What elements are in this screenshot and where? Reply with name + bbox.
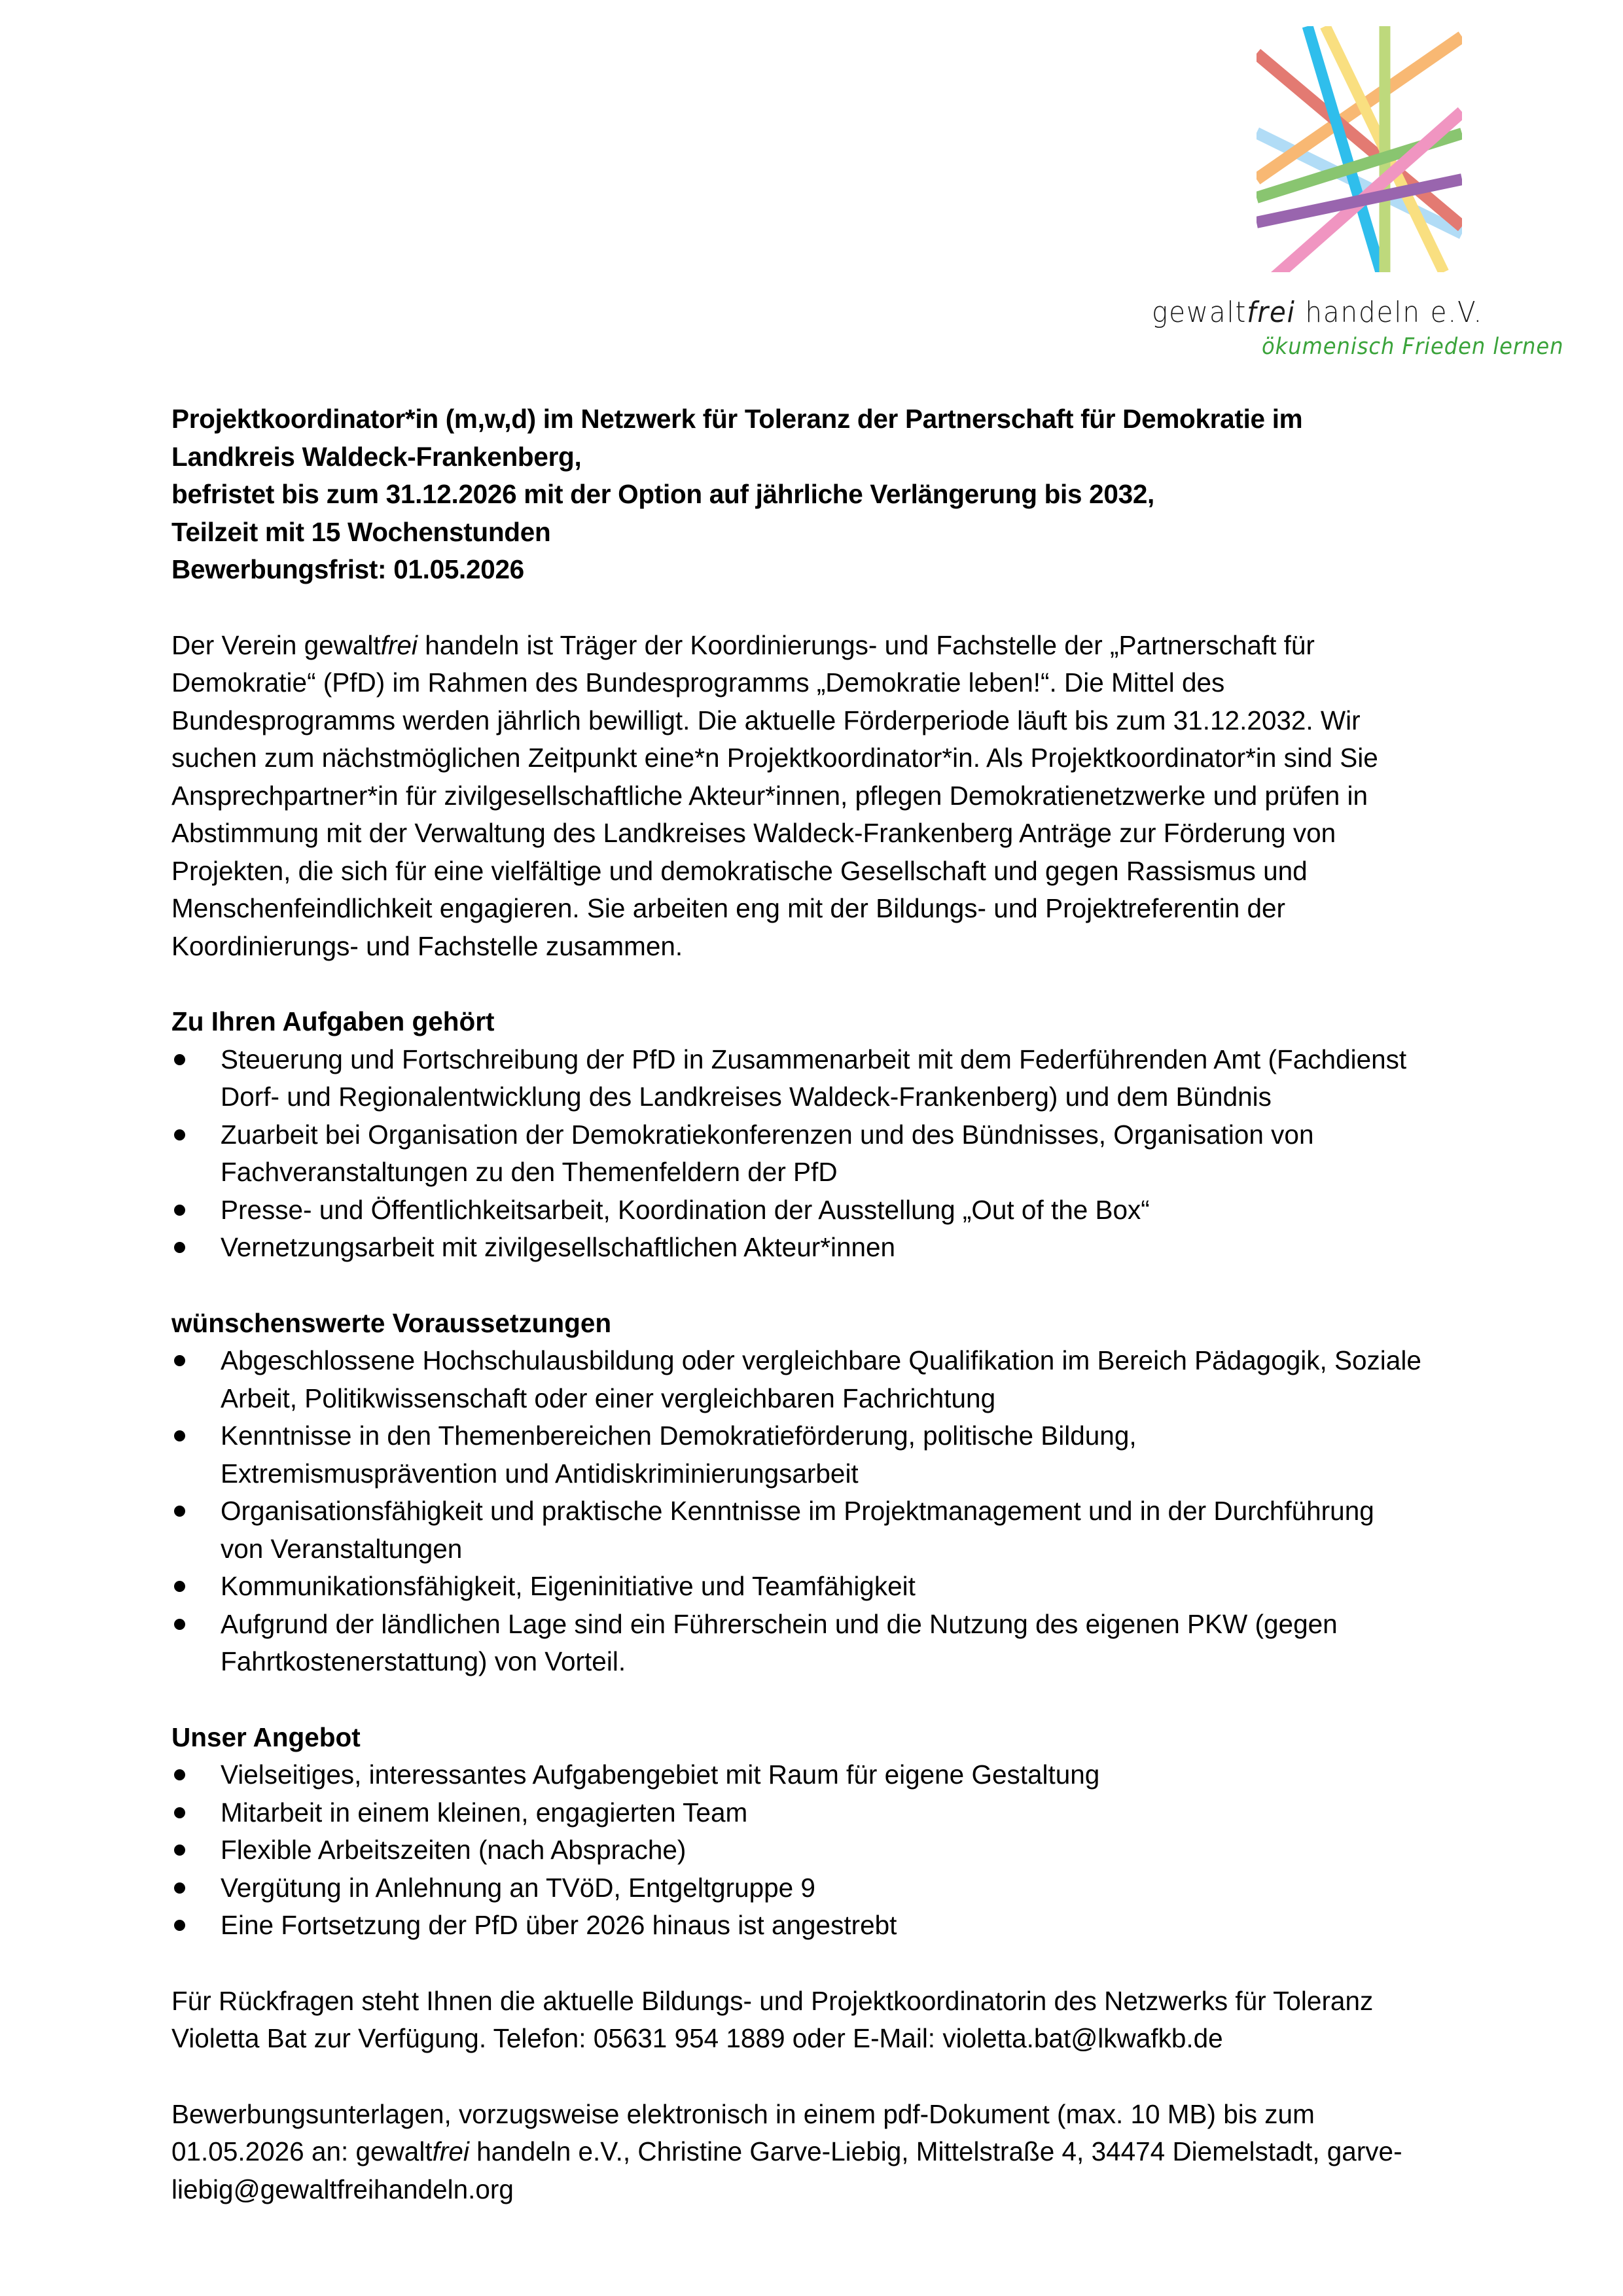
list-item — [171, 1831, 1480, 1869]
document-body — [171, 400, 1480, 2208]
list-item — [171, 1756, 1480, 1794]
bullet-icon — [174, 1506, 185, 1517]
bullet-icon — [174, 1581, 185, 1592]
org-name-italic: frei — [1247, 296, 1296, 329]
intro-paragraph — [171, 627, 1480, 966]
list-item — [171, 1229, 1480, 1267]
application-text: handeln e.V., Christine Garve-Liebig, Mittelstraße 4, 34474 Diemelstadt, garve- — [469, 2136, 1402, 2166]
list-item — [171, 1041, 1480, 1116]
contact-line: Für Rückfragen steht Ihnen die aktuelle Bildungs- und Projektkoordinatorin des Netzwerks für Toleranz — [171, 1985, 1374, 2016]
intro-line: Bundesprogramms werden jährlich bewilligt. Die aktuelle Förderperiode läuft bis zum 31.12.2032. Wir — [171, 705, 1361, 735]
org-name-prefix: gewalt — [1152, 296, 1247, 329]
list-item — [171, 1342, 1480, 1417]
application-line: Bewerbungsunterlagen, vorzugsweise elektronisch in einem pdf-Dokument (max. 10 MB) bis zum — [171, 2098, 1315, 2129]
bullet-icon — [174, 1129, 185, 1140]
intro-line: Abstimmung mit der Verwaltung des Landkreises Waldeck-Frankenberg Anträge zur Förderung von — [171, 818, 1336, 848]
title-line: Projektkoordinator*in (m,w,d) im Netzwerk für Toleranz der Partnerschaft für Demokratie im — [171, 404, 1303, 434]
bullet-list — [171, 1342, 1480, 1681]
application-paragraph — [171, 2096, 1480, 2209]
sections-container — [171, 1003, 1480, 1945]
list-item-text: Vielseitiges, interessantes Aufgabengebiet mit Raum für eigene Gestaltung — [221, 1759, 1100, 1790]
intro-text: handeln ist Träger der Koordinierungs- und Fachstelle der „Partnerschaft für — [417, 629, 1315, 660]
application-email: liebig@gewaltfreihandeln.org — [171, 2174, 514, 2204]
bullet-list — [171, 1041, 1480, 1267]
list-item-text: Kommunikationsfähigkeit, Eigeninitiative und Teamfähigkeit — [221, 1571, 916, 1601]
logo-stripes-graphic — [1257, 26, 1462, 272]
bullet-icon — [174, 1769, 185, 1780]
bullet-icon — [174, 1882, 185, 1894]
section-heading: Unser Angebot — [171, 1722, 361, 1752]
list-item-text: Organisationsfähigkeit und praktische Kenntnisse im Projektmanagement und in der Durchführung — [221, 1496, 1374, 1526]
application-italic: frei — [432, 2136, 469, 2166]
list-item-text: Kenntnisse in den Themenbereichen Demokratieförderung, politische Bildung, — [221, 1421, 1137, 1451]
list-item-text: Abgeschlossene Hochschulausbildung oder vergleichbare Qualifikation im Bereich Pädagogik, Soziale — [221, 1345, 1421, 1375]
list-item — [171, 1417, 1480, 1492]
contact-paragraph — [171, 1983, 1480, 2058]
intro-line: suchen zum nächstmöglichen Zeitpunkt eine*n Projektkoordinator*in. Als Projektkoordinator*in sind Sie — [171, 743, 1378, 773]
list-item — [171, 1116, 1480, 1192]
bullet-icon — [174, 1205, 185, 1216]
organization-tagline: ökumenisch Frieden lernen — [1262, 334, 1564, 360]
organization-name — [1152, 296, 1537, 329]
list-item — [171, 1192, 1480, 1229]
application-deadline: Bewerbungsfrist: 01.05.2026 — [171, 554, 524, 584]
application-text: 01.05.2026 an: gewalt — [171, 2136, 433, 2166]
list-item-text: Aufgrund der ländlichen Lage sind ein Führerschein und die Nutzung des eigenen PKW (gegen — [221, 1608, 1338, 1639]
contact-line: Violetta Bat zur Verfügung. Telefon: 05631 954 1889 oder E-Mail: violetta.bat@lkwafkb.de — [171, 2023, 1223, 2053]
intro-line: Koordinierungs- und Fachstelle zusammen. — [171, 930, 683, 961]
logo-stripes-svg — [1257, 26, 1462, 272]
section-heading: Zu Ihren Aufgaben gehört — [171, 1006, 495, 1036]
list-item-text: Flexible Arbeitszeiten (nach Absprache) — [221, 1835, 687, 1865]
title-line: Landkreis Waldeck-Frankenberg, — [171, 441, 582, 472]
list-item — [171, 1492, 1480, 1568]
list-item — [171, 1794, 1480, 1832]
list-item-text: Fachveranstaltungen zu den Themenfeldern der PfD — [221, 1157, 838, 1187]
list-item-text: Vergütung in Anlehnung an TVöD, Entgeltgruppe 9 — [221, 1872, 815, 1903]
list-item-text: Fahrtkostenerstattung) von Vorteil. — [221, 1646, 626, 1676]
list-item — [171, 1568, 1480, 1606]
job-title-block — [171, 400, 1480, 589]
bullet-icon — [174, 1355, 185, 1366]
intro-line — [171, 627, 1480, 665]
bullet-icon — [174, 1054, 185, 1065]
bullet-icon — [174, 1807, 185, 1818]
bullet-icon — [174, 1845, 185, 1856]
bullet-icon — [174, 1430, 185, 1441]
list-item-text: Dorf- und Regionalentwicklung des Landkreises Waldeck-Frankenberg) und dem Bündnis — [221, 1082, 1272, 1112]
bullet-icon — [174, 1619, 185, 1630]
list-item-text: Extremismusprävention und Antidiskriminierungsarbeit — [221, 1458, 859, 1489]
list-item-text: von Veranstaltungen — [221, 1533, 463, 1564]
org-name-suffix: handeln e.V. — [1295, 296, 1484, 329]
list-item-text: Presse- und Öffentlichkeitsarbeit, Koordination der Ausstellung „Out of the Box“ — [221, 1194, 1150, 1225]
title-line: befristet bis zum 31.12.2026 mit der Option auf jährliche Verlängerung bis 2032, — [171, 479, 1155, 509]
list-item-text: Vernetzungsarbeit mit zivilgesellschaftlichen Akteur*innen — [221, 1232, 896, 1262]
list-item-text: Arbeit, Politikwissenschaft oder einer vergleichbaren Fachrichtung — [221, 1383, 996, 1413]
list-item-text: Eine Fortsetzung der PfD über 2026 hinaus ist angestrebt — [221, 1910, 897, 1940]
intro-italic: frei — [380, 629, 418, 660]
title-line: Teilzeit mit 15 Wochenstunden — [171, 516, 551, 547]
list-item-text: Steuerung und Fortschreibung der PfD in Zusammenarbeit mit dem Federführenden Amt (Fachdienst — [221, 1044, 1407, 1074]
intro-line: Projekten, die sich für eine vielfältige und demokratische Gesellschaft und gegen Rassismus und — [171, 855, 1308, 886]
intro-line: Demokratie“ (PfD) im Rahmen des Bundesprogramms „Demokratie leben!“. Die Mittel des — [171, 667, 1225, 698]
list-item — [171, 1606, 1480, 1681]
bullet-list — [171, 1756, 1480, 1945]
application-line — [171, 2133, 1480, 2171]
bullet-icon — [174, 1242, 185, 1253]
list-item — [171, 1869, 1480, 1907]
intro-line: Menschenfeindlichkeit engagieren. Sie arbeiten eng mit der Bildungs- und Projektreferentin der — [171, 893, 1286, 923]
list-item — [171, 1907, 1480, 1945]
section-heading: wünschenswerte Voraussetzungen — [171, 1307, 612, 1338]
intro-text: Der Verein gewalt — [171, 629, 381, 660]
list-item-text: Mitarbeit in einem kleinen, engagierten Team — [221, 1797, 748, 1828]
list-item-text: Zuarbeit bei Organisation der Demokratiekonferenzen und des Bündnisses, Organisation von — [221, 1119, 1314, 1150]
bullet-icon — [174, 1920, 185, 1931]
intro-line: Ansprechpartner*in für zivilgesellschaftliche Akteur*innen, pflegen Demokratienetzwerke und prüfen in — [171, 780, 1368, 811]
